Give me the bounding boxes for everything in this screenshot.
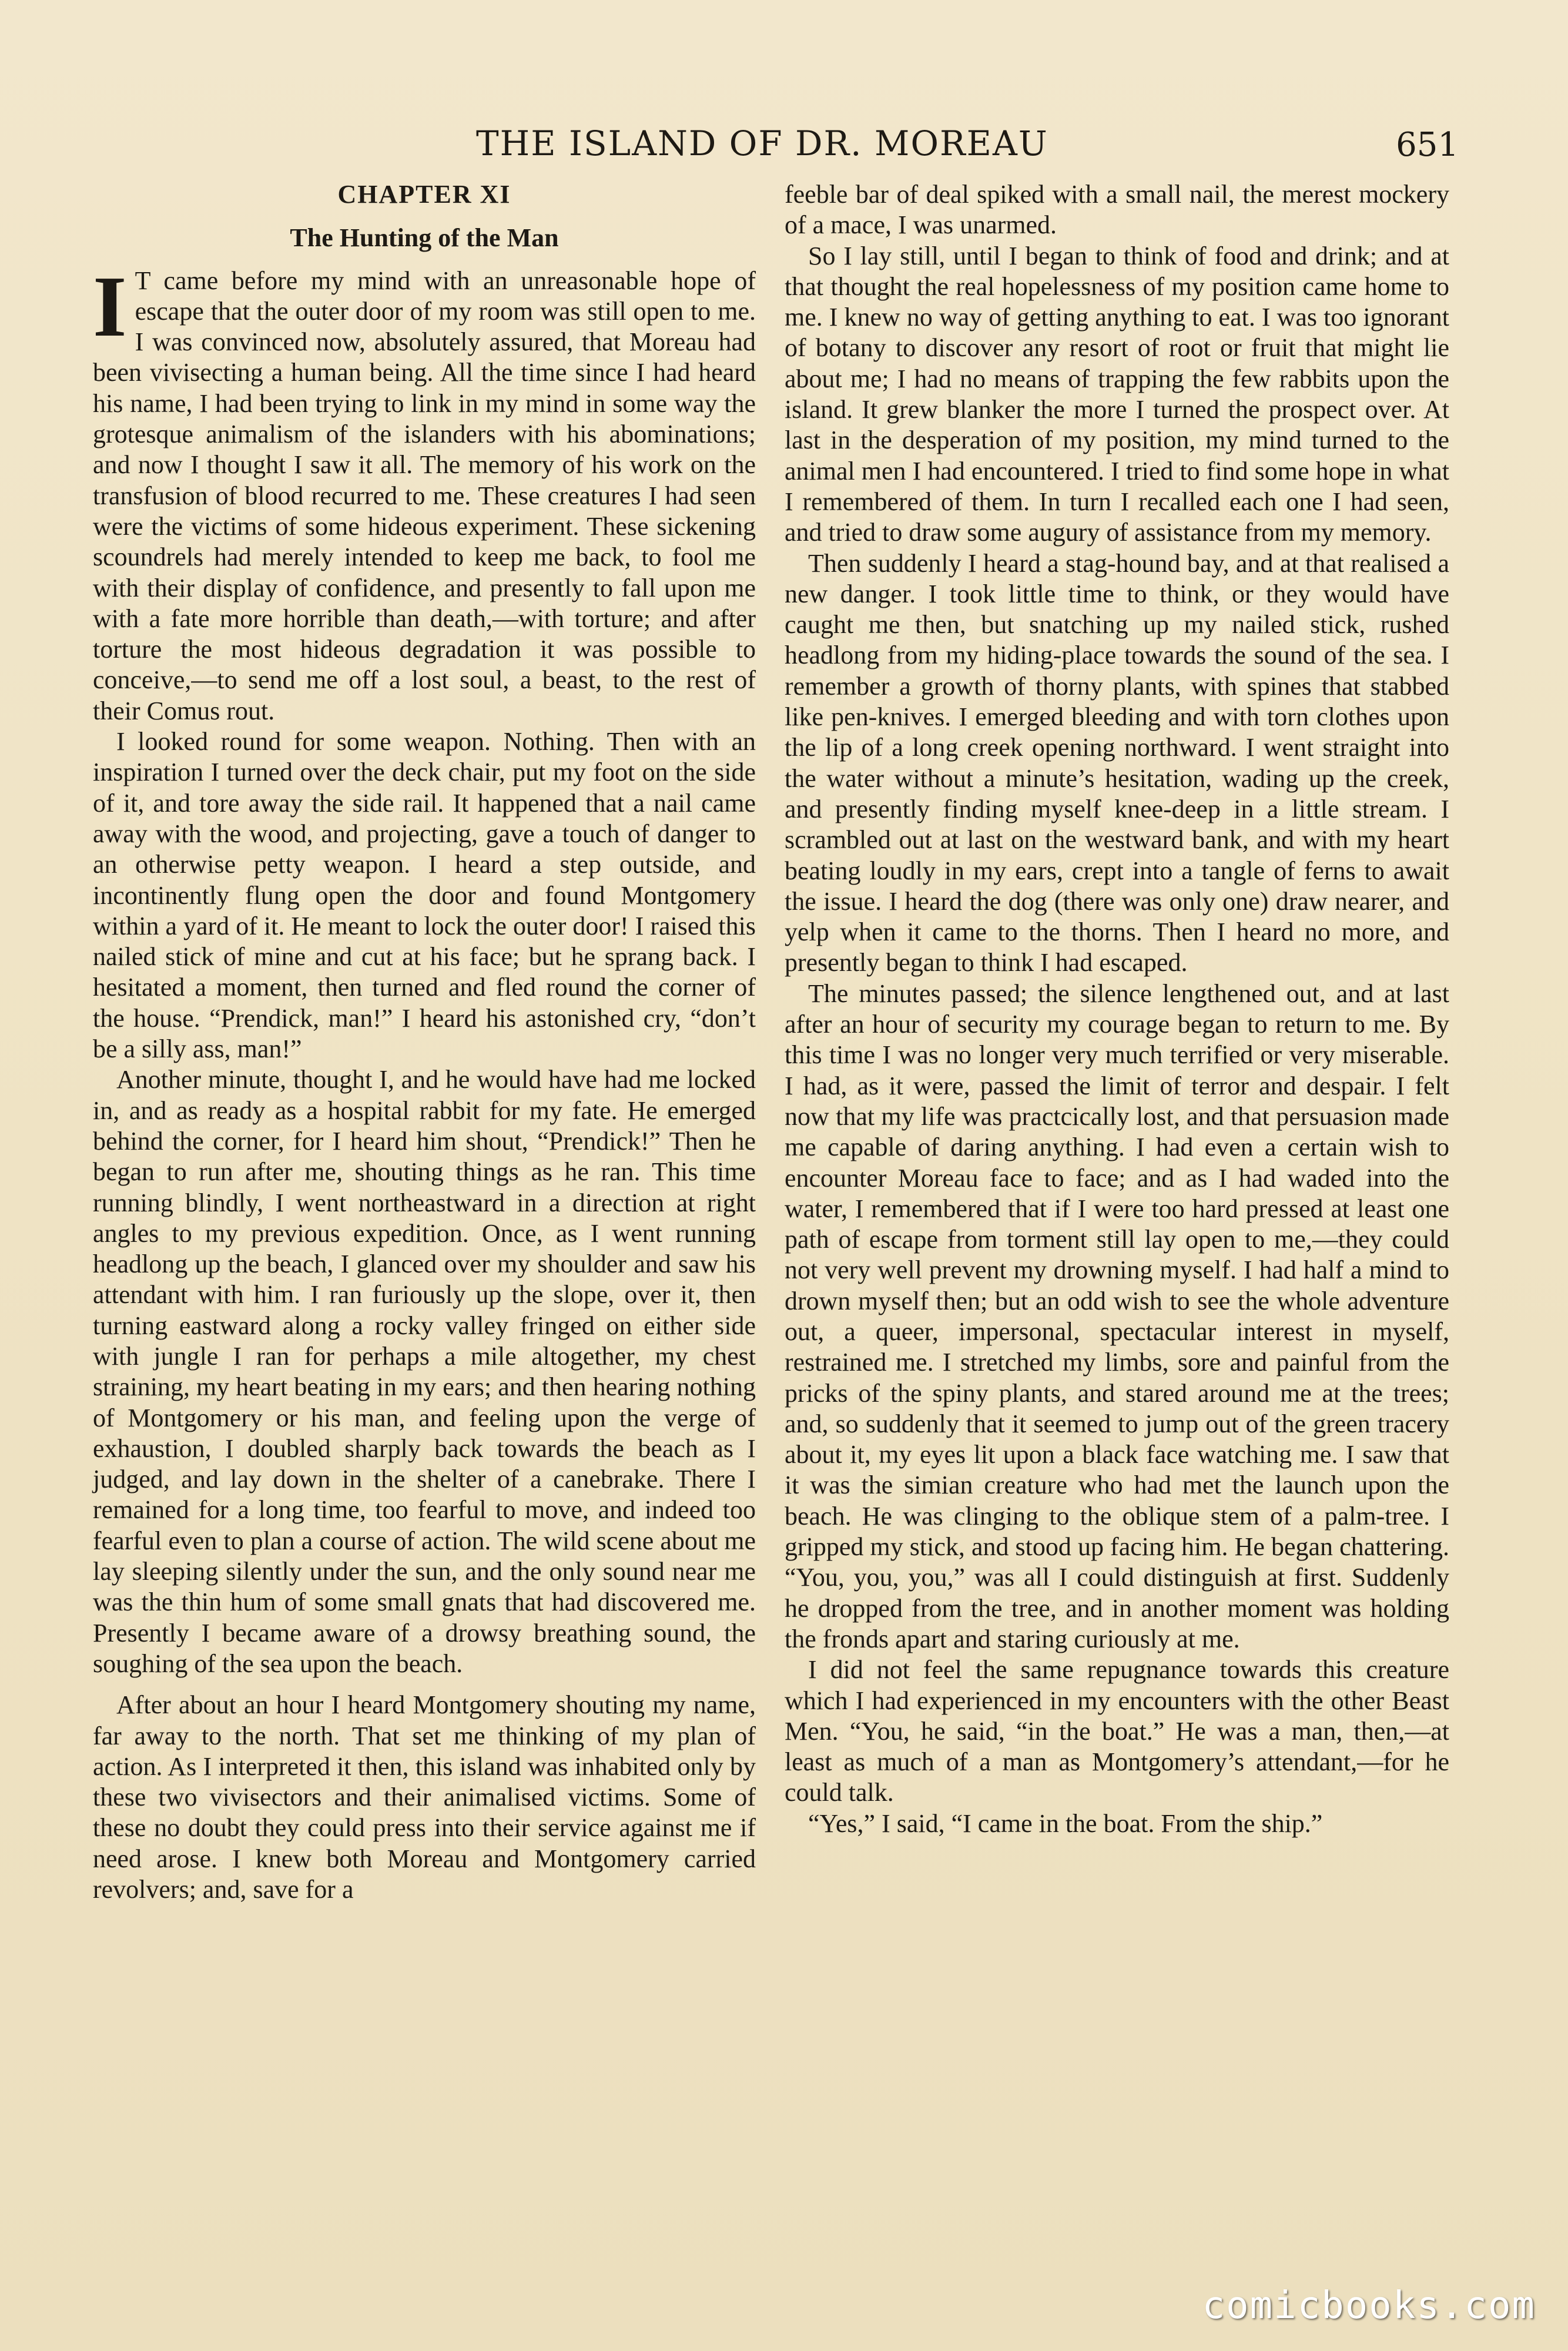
page-number: 651 [1396, 126, 1459, 164]
paragraph-9: “Yes,” I said, “I came in the boat. From the ship.” [808, 1809, 1323, 1838]
right-column [785, 179, 1449, 1839]
paragraph-5: So I lay still, until I began to think of food and drink; and at that thought the real hopelessness of my position came home to me. I knew no way of getting anything to eat. I was too ignorant of botany to discover any resort of root or fruit that might lie about me; I had no means of trapping the few rabbits upon the island. It grew blanker the more I turned the prospect over. At last in the desperation of my position, my mind turned to the animal men I had encountered. I tried to find some hope in what I remembered of them. In turn I recalled each one I had seen, and tried to draw some augury of assistance from my memory. [785, 241, 1449, 547]
paragraph-4: After about an hour I heard Montgomery shouting my name, far away to the north. That set me thinking of my plan of action. As I interpreted it then, this island was inhabited only by these two vivisectors and their animalised victims. Some of these no doubt they could press into their service against me if need arose. I knew both Moreau and Montgomery carried revolvers; and, save for a [93, 1690, 756, 1904]
paragraph-1 [93, 258, 756, 726]
drop-cap-continuation: T [135, 266, 150, 295]
watermark: comicbooks.com [1202, 2284, 1536, 2327]
paragraph-3: Another minute, thought I, and he would have had me locked in, and as ready as a hospital rabbit for my fate. He emerged behind the corner, for I heard him shout, “Prendick!” Then he began to run after me, shouting things as he ran. This time running blindly, I went northeastward in a direction at right angles to my previous expedition. Once, as I went running headlong up the beach, I glanced over my shoulder and saw his attendant with him. I ran furiously up the slope, over it, then turning eastward along a rocky valley fringed on either side with jungle I ran for perhaps a mile altogether, my chest straining, my heart beating in my ears; and then hearing nothing of Montgomery or his man, and feeling upon the verge of exhaustion, I doubled sharply back towards the beach as I judged, and lay down in the shelter of a canebrake. There I remained for a long time, too fearful to move, and indeed too fearful even to plan a course of action. The wild scene about me lay sleeping silently under the sun, and the only sound near me was the thin hum of some small gnats that had discovered me. Presently I became aware of a drowsy breathing sound, the soughing of the sea upon the beach. [93, 1065, 756, 1678]
paragraph-6: Then suddenly I heard a stag-hound bay, and at that realised a new danger. I took little time to think, or they would have caught me then, but snatching up my nailed stick, rushed headlong from my hiding-place towards the sound of the sea. I remember a growth of thorny plants, with spines that stabbed like pen-knives. I emerged bleeding and with torn clothes upon the lip of a long creek opening northward. I went straight into the water without a minute’s hesitation, wading up the creek, and presently finding myself knee-deep in a little stream. I scrambled out at last on the westward bank, and with my heart beating loudly in my ears, crept into a tangle of ferns to await the issue. I heard the dog (there was only one) draw nearer, and yelp when it came to the thorns. Then I heard no more, and presently began to think I had escaped. [785, 548, 1449, 977]
running-head [0, 123, 1568, 170]
paragraph-1-text: came before my mind with an unreasonable hope of escape that the outer door of my room was still open to me. I was convinced now, absolutely assured, that Moreau had been vivisecting a human being. All the time since I had heard his name, I had been trying to link in my mind in some way the grotesque animalism of the islanders with his abominations; and now I thought I saw it all. The memory of his work on the transfusion of blood recurred to me. These creatures I had seen were the victims of some hideous experiment. These sickening scoundrels had merely intended to keep me back, to fool me with their display of confidence, and presently to fall upon me with a fate more horrible than death,—with torture; and after torture the most hideous degradation it was possible to conceive,—to send me off a lost soul, a beast, to the rest of their Comus rout. [93, 266, 756, 725]
paragraph-8: I did not feel the same repugnance towards this creature which I had experienced in my encounters with the other Beast Men. “You, he said, “in the boat.” He was a man, then,—at least as much of a man as Montgomery’s attendant,—for he could talk. [785, 1655, 1449, 1807]
left-column [93, 179, 756, 1905]
chapter-title: The Hunting of the Man [290, 223, 559, 253]
running-head-title: THE ISLAND OF DR. MOREAU [476, 123, 1048, 163]
paragraph-4-continued: feeble bar of deal spiked with a small nail, the merest mockery of a mace, I was unarmed. [785, 180, 1449, 240]
paragraph-7: The minutes passed; the silence lengthened out, and at last after an hour of security my courage began to return to me. By this time I was no longer very much terrified or very miserable. I had, as it were, passed the limit of terror and despair. I felt now that my life was practcically lost, and that persuasion made me capable of daring anything. I had even a certain wish to encounter Moreau face to face; and as I had waded into the water, I remembered that if I were too hard pressed at least one path of escape from torment still lay open to me,—they could not very well prevent my drowning myself. I had half a mind to drown myself then; but an odd wish to see the whole adventure out, a queer, impersonal, spectacular interest in myself, restrained me. I stretched my limbs, sore and painful from the pricks of the spiny plants, and stared around me at the trees; and, so suddenly that it seemed to jump out of the green tracery about it, my eyes lit upon a black face watching me. I saw that it was the simian creature who had met the launch upon the beach. He was clinging to the oblique stem of a palm-tree. I gripped my stick, and stood up facing him. He began chattering. “You, you, you,” was all I could distinguish at first. Suddenly he dropped from the tree, and in another moment was holding the fronds apart and staring curiously at me. [785, 979, 1449, 1653]
chapter-number: CHAPTER XI [337, 180, 511, 209]
paragraph-2: I looked round for some weapon. Nothing. Then with an inspiration I turned over the deck chair, put my foot on the side of it, and tore away the side rail. It happened that a nail came away with the wood, and projecting, gave a touch of danger to an otherwise petty weapon. I heard a step outside, and incontinently flung open the door and found Montgomery within a yard of it. He meant to lock the outer door! I raised this nailed stick of mine and cut at his face; but he sprang back. I hesitated a moment, then turned and fled round the corner of the house. “Prendick, man!” I heard his astonished cry, “don’t be a silly ass, man!” [93, 727, 756, 1064]
drop-cap: I [93, 258, 127, 355]
